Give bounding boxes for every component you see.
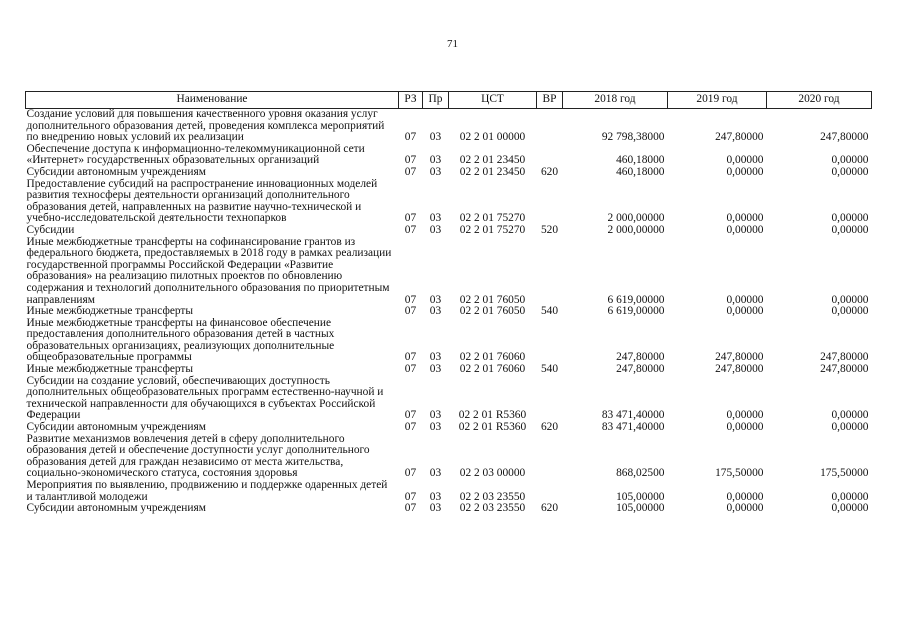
row-2019-cell: 247,80000 [715,363,764,376]
row-name-cell: Обеспечение доступа к информационно-телекоммуникационной сети «Интернет» государственных образовательных организаций [26,142,365,167]
row-cst-cell: 02 2 01 76050 [459,305,526,318]
row-cst-cell: 02 2 03 23550 [459,502,526,515]
table-row [26,364,872,376]
row-cst-cell: 02 2 01 23450 [459,154,526,167]
table-row [26,109,872,144]
row-pr-cell: 03 [429,293,442,306]
row-2020-cell: 0,00000 [831,305,869,318]
row-pr-cell: 03 [429,490,442,503]
row-vr-cell [537,434,563,480]
row-name-cell: Субсидии автономным учреждениям [26,502,206,515]
row-2020-cell: 0,00000 [831,502,869,515]
row-2019-cell: 0,00000 [726,154,764,167]
header-name: Наименование [26,92,399,109]
row-pr-cell: 03 [429,131,442,144]
row-2018-cell: 6 619,00000 [607,305,665,318]
header-cst: ЦСТ [449,92,537,109]
row-cst-cell: 02 2 01 75270 [459,223,526,236]
row-vr-cell [537,376,563,422]
row-2018-cell: 247,80000 [616,351,665,364]
row-name-cell: Субсидии автономным учреждениям [26,165,206,178]
row-name-cell: Иные межбюджетные трансферты на финансовое обеспечение предоставления дополнительного образования детей в частных образовательных организациях, реализующих дополнительные общеобразовательные программы [26,316,335,364]
row-rz-cell: 07 [404,223,417,236]
row-rz-cell: 07 [404,421,417,434]
row-name-cell: Предоставление субсидий на распространение инновационных моделей развития техносферы деятельности организаций дополнительного образования детей, направленных на развитие научно-технической и учебно-исследовательской деятельности технопарков [26,177,378,225]
row-pr-cell: 03 [429,409,442,422]
row-2018-cell: 460,18000 [616,165,665,178]
row-2019-cell: 247,80000 [715,131,764,144]
row-pr-cell: 03 [429,351,442,364]
row-cst-cell: 02 2 01 76060 [459,363,526,376]
row-pr-cell: 03 [429,212,442,225]
row-2020-cell: 0,00000 [831,490,869,503]
row-cst-cell: 02 2 03 00000 [459,467,526,480]
row-2019-cell: 175,50000 [715,467,764,480]
row-name-cell: Иные межбюджетные трансферты [26,363,194,376]
row-vr-cell: 620 [540,165,559,178]
row-2020-cell: 247,80000 [820,363,869,376]
row-2018-cell: 83 471,40000 [601,421,665,434]
table-body [26,109,872,515]
header-rz: РЗ [399,92,423,109]
row-cst-cell: 02 2 01 23450 [459,165,526,178]
table-row [26,179,872,225]
row-rz-cell: 07 [404,490,417,503]
row-pr-cell: 03 [429,363,442,376]
page-number: 71 [447,38,458,50]
table-row [26,306,872,318]
row-name-cell: Мероприятия по выявлению, продвижению и поддержке одаренных детей и талантливой молодежи [26,479,388,503]
row-name-cell: Субсидии на создание условий, обеспечивающих доступность дополнительных общеобразовательных программ естественно-научной и технической направленности для обучающихся в субъектах Российской Федерации [26,374,384,422]
row-pr-cell: 03 [429,467,442,480]
row-2018-cell: 105,00000 [616,490,665,503]
row-cst-cell: 02 2 01 76050 [459,293,526,306]
table-row [26,434,872,480]
row-vr-cell [537,109,563,144]
header-year-2019: 2019 год [668,92,767,109]
row-2018-cell: 2 000,00000 [607,212,665,225]
row-cst-cell: 02 2 03 23550 [459,490,526,503]
row-2019-cell: 0,00000 [726,165,764,178]
row-cst-cell: 02 2 01 R5360 [458,421,527,434]
row-2018-cell: 2 000,00000 [607,223,665,236]
header-year-2020: 2020 год [767,92,872,109]
row-2018-cell: 460,18000 [616,154,665,167]
row-vr-cell: 540 [540,305,559,318]
row-cst-cell: 02 2 01 76060 [459,351,526,364]
table-row [26,144,872,167]
row-2020-cell: 0,00000 [831,409,869,422]
row-2020-cell: 0,00000 [831,165,869,178]
row-vr-cell: 520 [540,223,559,236]
row-vr-cell [537,237,563,307]
row-2019-cell: 0,00000 [726,421,764,434]
row-2020-cell: 0,00000 [831,421,869,434]
row-2018-cell: 105,00000 [616,502,665,515]
row-pr-cell: 03 [429,421,442,434]
row-2018-cell: 92 798,38000 [601,131,665,144]
row-vr-cell [537,179,563,225]
row-2018-cell: 868,02500 [616,467,665,480]
table-row [26,237,872,307]
table-row [26,422,872,434]
row-2019-cell: 247,80000 [715,351,764,364]
budget-table [25,91,872,515]
row-rz-cell: 07 [404,363,417,376]
row-name-cell: Иные межбюджетные трансферты на софинансирование грантов из федерального бюджета, предоставляемых в 2018 году в рамках реализации государственной программы Российской Федерации «Развитие образования» на реализацию пилотных проектов по обновлению содержания и технологий дополнительного образования по приоритетным направлениям [26,235,392,306]
row-pr-cell: 03 [429,223,442,236]
row-rz-cell: 07 [404,305,417,318]
table-row [26,503,872,515]
table-row [26,318,872,364]
row-2020-cell: 247,80000 [820,351,869,364]
row-2020-cell: 0,00000 [831,293,869,306]
row-vr-cell: 620 [540,421,559,434]
row-2019-cell: 0,00000 [726,502,764,515]
row-2018-cell: 83 471,40000 [601,409,665,422]
row-pr-cell: 03 [429,502,442,515]
row-rz-cell: 07 [404,154,417,167]
row-2019-cell: 0,00000 [726,490,764,503]
row-name-cell: Создание условий для повышения качественного уровня оказания услуг дополнительного образования детей, проведения комплекса мероприятий по внедрению новых условий их реализации [26,108,385,144]
row-2018-cell: 6 619,00000 [607,293,665,306]
row-2019-cell: 0,00000 [726,212,764,225]
row-vr-cell: 540 [540,363,559,376]
row-2018-cell: 247,80000 [616,363,665,376]
header-vr: ВР [537,92,563,109]
table-row [26,167,872,179]
row-vr-cell [537,480,563,503]
table-row [26,225,872,237]
row-pr-cell: 03 [429,165,442,178]
row-vr-cell [537,144,563,167]
row-name-cell: Развитие механизмов вовлечения детей в сферу дополнительного образования детей и обеспечение доступности услуг дополнительного образования детей для граждан независимо от места жительства, социально-экономического статуса, состояния здоровья [26,432,370,480]
row-2020-cell: 247,80000 [820,131,869,144]
row-2020-cell: 175,50000 [820,467,869,480]
row-cst-cell: 02 2 01 75270 [459,212,526,225]
row-rz-cell: 07 [404,212,417,225]
row-2019-cell: 0,00000 [726,409,764,422]
row-rz-cell: 07 [404,409,417,422]
row-vr-cell [537,318,563,364]
row-vr-cell: 620 [540,502,559,515]
row-pr-cell: 03 [429,305,442,318]
row-name-cell: Субсидии автономным учреждениям [26,421,206,434]
table-row [26,480,872,503]
row-cst-cell: 02 2 01 00000 [459,131,526,144]
row-2020-cell: 0,00000 [831,154,869,167]
row-2020-cell: 0,00000 [831,223,869,236]
row-2020-cell: 0,00000 [831,212,869,225]
table-header-row [26,92,872,109]
row-pr-cell: 03 [429,154,442,167]
row-rz-cell: 07 [404,131,417,144]
header-year-2018: 2018 год [563,92,668,109]
row-rz-cell: 07 [404,293,417,306]
row-rz-cell: 07 [404,502,417,515]
row-rz-cell: 07 [404,351,417,364]
row-name-cell: Иные межбюджетные трансферты [26,305,194,318]
row-rz-cell: 07 [404,165,417,178]
table-row [26,376,872,422]
row-2019-cell: 0,00000 [726,293,764,306]
row-name-cell: Субсидии [26,223,75,236]
row-rz-cell: 07 [404,467,417,480]
row-cst-cell: 02 2 01 R5360 [458,409,527,422]
row-2019-cell: 0,00000 [726,305,764,318]
row-2019-cell: 0,00000 [726,223,764,236]
header-pr: Пр [423,92,449,109]
